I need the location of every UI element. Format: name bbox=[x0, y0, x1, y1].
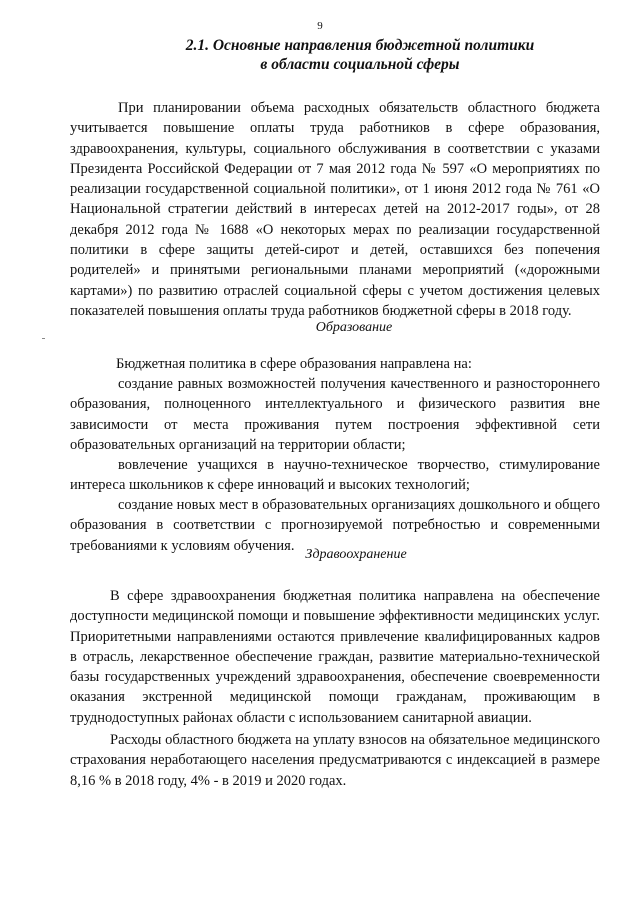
healthcare-subheading: Здравоохранение bbox=[305, 547, 407, 562]
page-number: 9 bbox=[317, 20, 323, 32]
healthcare-paragraph-2: Расходы областного бюджета на уплату взносов на обязательное медицинского страхования неработающего населения предусматриваются с индексацией в размере 8,16 % в 2018 году, 4% - в 2019 и 2020 годах. bbox=[70, 732, 600, 789]
education-subheading: Образование bbox=[315, 320, 393, 335]
intro-paragraph: При планировании объема расходных обязательств областного бюджета учитывается повышение оплаты труда работников в сфере образования, здравоохранения, культуры, социального обслуживания в соответствии с указами Президента Российской Федерации от 7 мая 2012 года № 597 «О мероприятиях по реализации государственной социальной политики», от 1 июня 2012 года № 761 «О Национальной стратегии действий в интересах детей на 2012-2017 годы», от 28 декабря 2012 года № 1688 «О некоторых мерах по реализации государственной политики в сфере защиты детей-сирот и детей, оставшихся без попечения родителей» и принятыми региональными планами мероприятий («дорожными картами») по развитию отраслей социальной сферы с учетом достижения целевых показателей повышения оплаты труда работников бюджетной сферы в 2018 году. bbox=[70, 100, 600, 319]
margin-mark bbox=[42, 338, 45, 339]
section-heading-line-1: 2.1. Основные направления бюджетной политики bbox=[185, 37, 535, 54]
education-lead: Бюджетная политика в сфере образования направлена на: bbox=[116, 356, 472, 372]
education-item-1: создание равных возможностей получения качественного и разностороннего образования, полноценного интеллектуального и физического развития вне зависимости от места проживания путем построения эффективной сети образовательных организаций на территории области; bbox=[70, 376, 600, 453]
education-item-2: вовлечение учащихся в научно-техническое творчество, стимулирование интереса школьников к сфере инноваций и высоких технологий; bbox=[70, 457, 600, 494]
section-heading-line-2: в области социальной сферы bbox=[260, 56, 460, 73]
education-item-3: создание новых мест в образовательных организациях дошкольного и общего образования в соответствии с прогнозируемой потребностью и современными требованиями к условиям обучения. bbox=[70, 497, 600, 554]
section-heading bbox=[120, 36, 600, 74]
healthcare-paragraph-1: В сфере здравоохранения бюджетная политика направлена на обеспечение доступности медицинской помощи и повышение эффективности медицинских услуг. Приоритетными направлениями остаются привлечение квалифицированных кадров в отрасль, лекарственное обеспечение граждан, развитие материально-технической базы государственных учреждений здравоохранения, обеспечение своевременности оказания экстренной медицинской помощи гражданам, проживающим в труднодоступных районах области с использованием санитарной авиации. bbox=[70, 588, 600, 726]
